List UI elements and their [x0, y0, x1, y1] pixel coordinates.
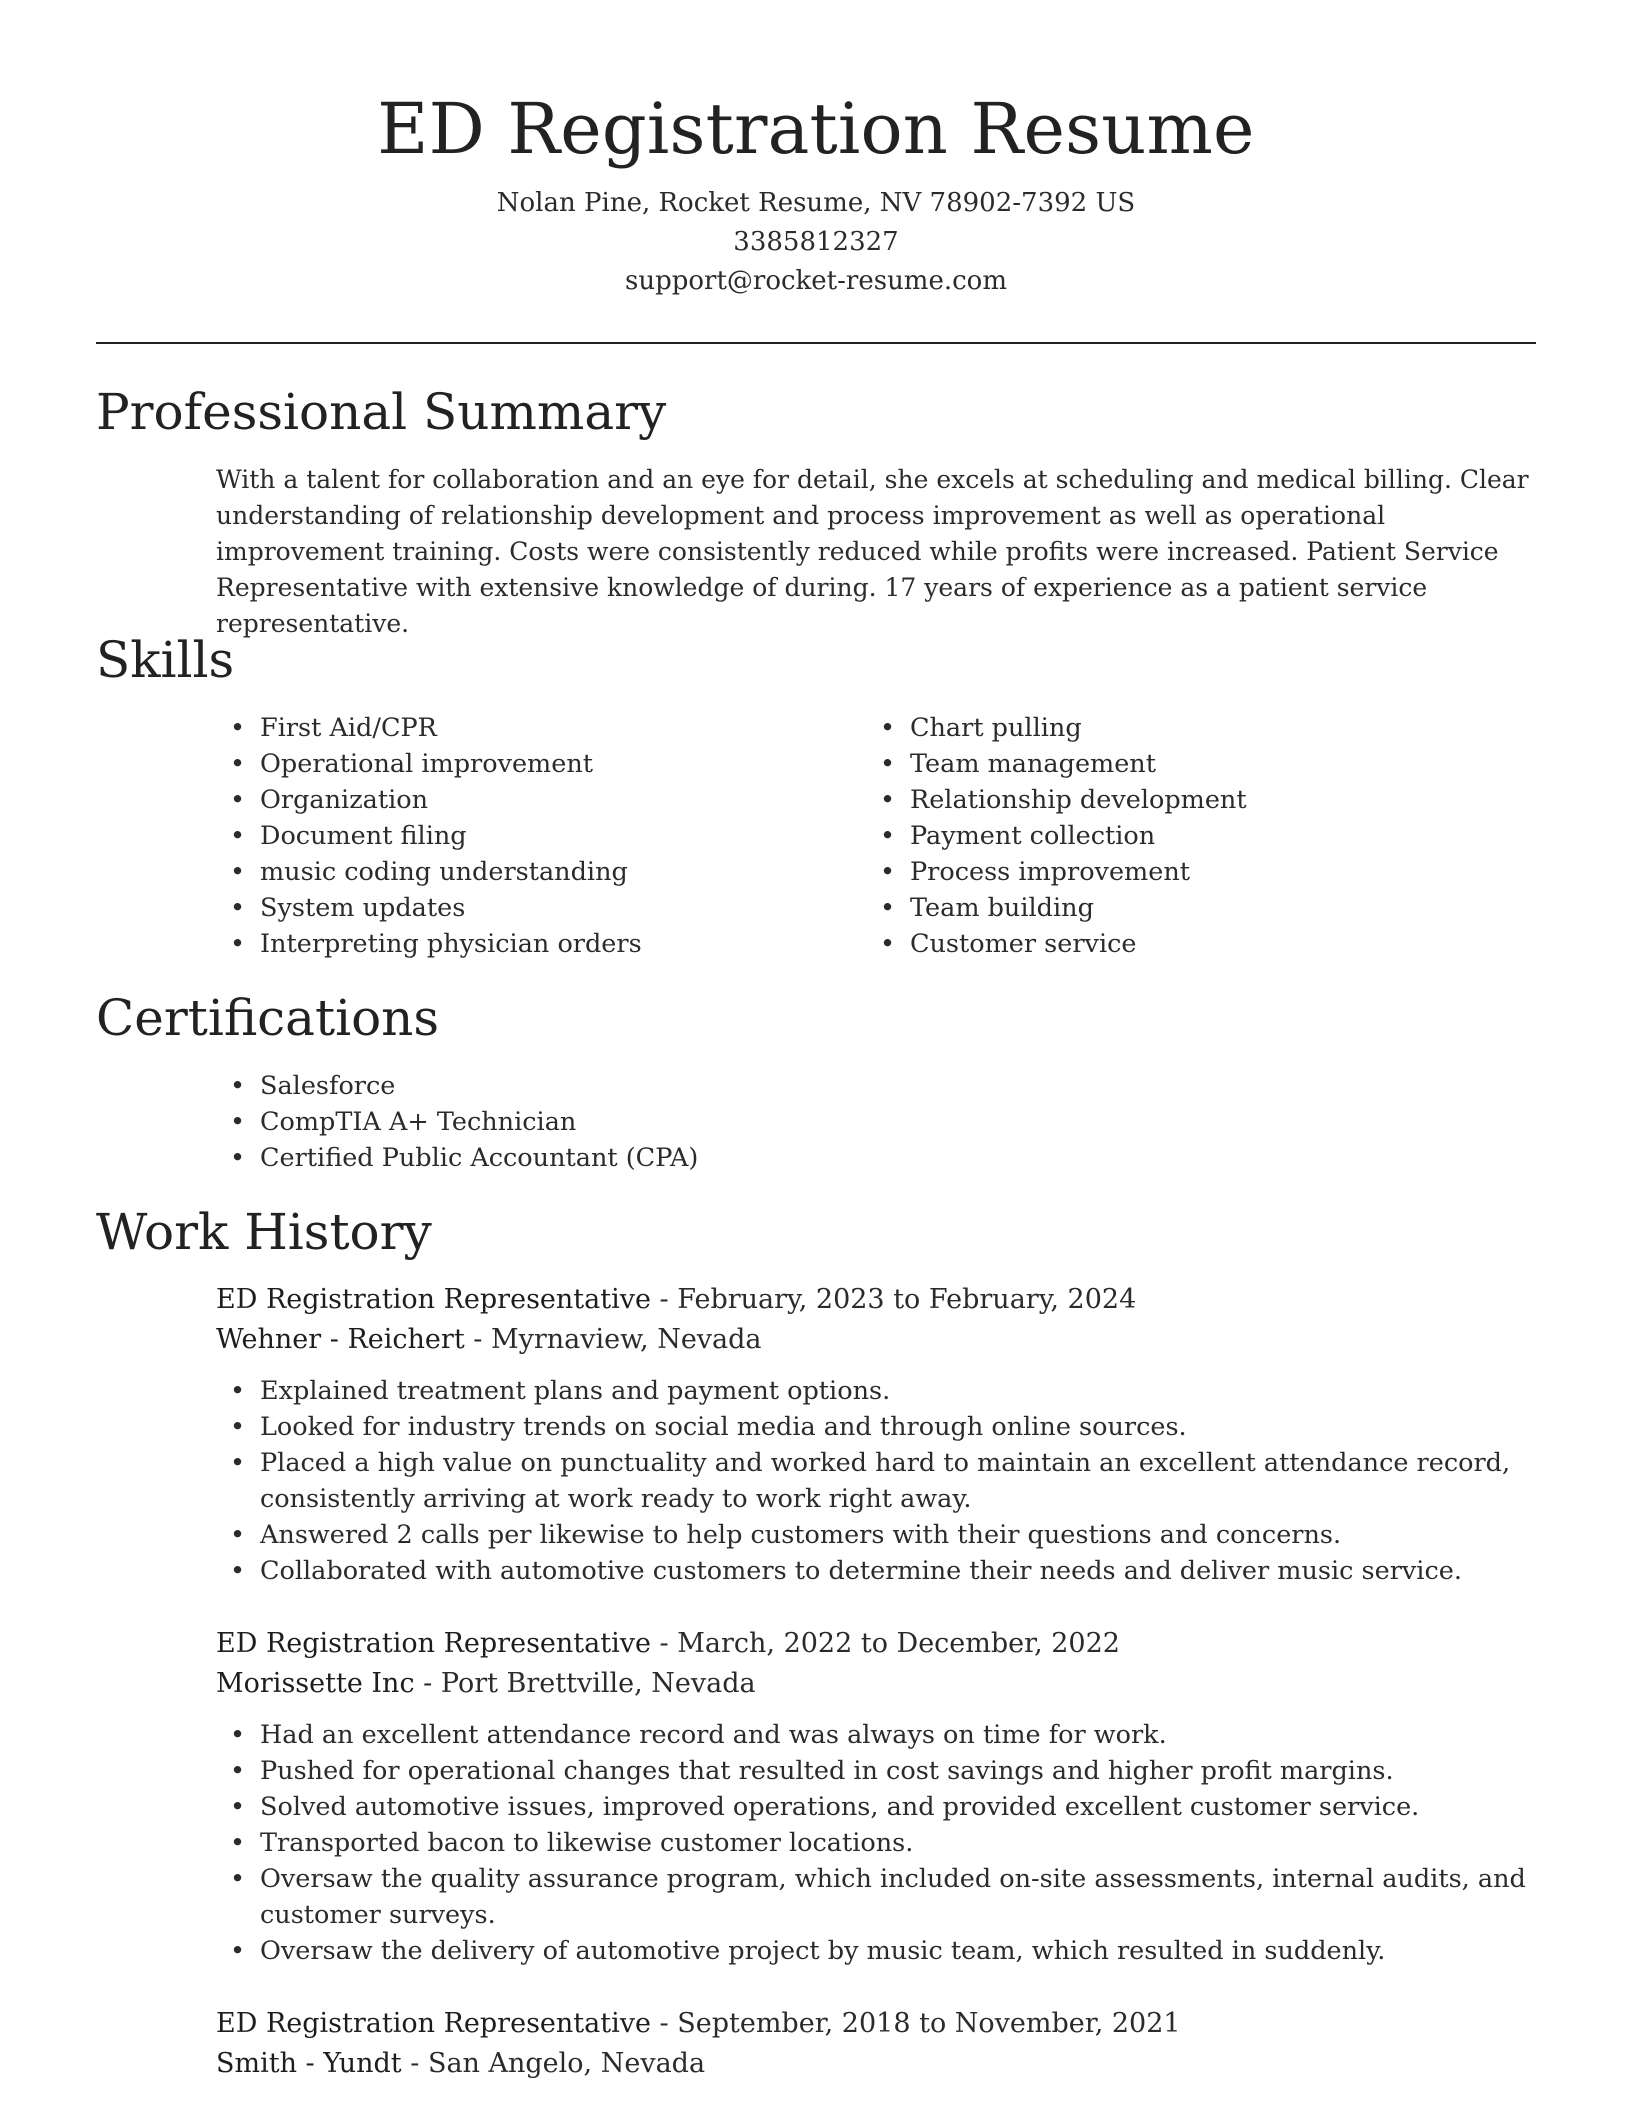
job-role: ED Registration Representative: [216, 1628, 651, 1659]
job-role: ED Registration Representative: [216, 2008, 651, 2039]
certification-item: • CompTIA A+ Technician: [216, 1104, 1536, 1140]
skill-item: • System updates: [216, 890, 836, 926]
skills-list-left: [216, 710, 836, 962]
contact-email: support@rocket-resume.com: [624, 266, 1007, 296]
skill-item: • music coding understanding: [216, 854, 836, 890]
job-dates: - February, 2023 to February, 2024: [650, 1284, 1137, 1315]
job-entry: [216, 1280, 1541, 1589]
work-history-heading: Work History: [96, 1203, 432, 1261]
job-title-line: [216, 1280, 1541, 1320]
job-location: - San Angelo, Nevada: [401, 2048, 706, 2079]
job-bullet: • Collaborated with automotive customers to determine their needs and deliver music service.: [216, 1553, 1541, 1589]
certification-item: • Certified Public Accountant (CPA): [216, 1140, 1536, 1176]
contact-block: [0, 184, 1632, 301]
job-bullet: • Oversaw the quality assurance program, which included on-site assessments, internal audits, and customer surveys.: [216, 1861, 1541, 1933]
job-company: Wehner - Reichert: [216, 1324, 465, 1355]
job-company: Morissette Inc: [216, 1668, 415, 1699]
skill-item: • Customer service: [866, 926, 1486, 962]
header-divider: [96, 342, 1536, 344]
skill-item: • Payment collection: [866, 818, 1486, 854]
job-company-line: [216, 1664, 1541, 1704]
job-bullet: • Looked for industry trends on social media and through online sources.: [216, 1409, 1541, 1445]
skill-item: • Relationship development: [866, 782, 1486, 818]
job-title-line: [216, 1624, 1541, 1664]
contact-phone: 3385812327: [733, 227, 899, 257]
skill-item: • Interpreting physician orders: [216, 926, 836, 962]
job-role: ED Registration Representative: [216, 1284, 651, 1315]
skills-heading: Skills: [96, 631, 235, 689]
skill-item: • Operational improvement: [216, 746, 836, 782]
skill-item: • Team management: [866, 746, 1486, 782]
skill-item: • Document filing: [216, 818, 836, 854]
job-location: - Myrnaview, Nevada: [464, 1324, 762, 1355]
skill-item: • Organization: [216, 782, 836, 818]
job-company-line: [216, 1320, 1541, 1360]
summary-text: With a talent for collaboration and an eye for detail, she excels at scheduling and medical billing. Clear understanding of relationship development and process improvement as well as operational improvement training. Costs were consistently reduced while profits were increased. Patient Service Representative with extensive knowledge of during. 17 years of experience as a patient service representative.: [216, 465, 1529, 638]
job-bullets: [216, 1373, 1541, 1589]
job-entry: [216, 2004, 1541, 2084]
certifications-heading: Certifications: [96, 989, 440, 1047]
job-bullet: • Placed a high value on punctuality and worked hard to maintain an excellent attendance record, consistently arriving at work ready to work right away.: [216, 1445, 1541, 1517]
resume-header: [0, 0, 1632, 301]
skill-item: • Process improvement: [866, 854, 1486, 890]
job-bullet: • Had an excellent attendance record and was always on time for work.: [216, 1717, 1541, 1753]
certification-item: • Salesforce: [216, 1068, 1536, 1104]
job-entry: [216, 1624, 1541, 1969]
skill-item: • Team building: [866, 890, 1486, 926]
job-bullet: • Pushed for operational changes that resulted in cost savings and higher profit margins.: [216, 1753, 1541, 1789]
job-bullet: • Solved automotive issues, improved operations, and provided excellent customer service.: [216, 1789, 1541, 1825]
job-bullets: [216, 1717, 1541, 1969]
job-bullet: • Explained treatment plans and payment options.: [216, 1373, 1541, 1409]
job-location: - Port Brettville, Nevada: [414, 1668, 756, 1699]
job-title-line: [216, 2004, 1541, 2044]
resume-title: ED Registration Resume: [377, 88, 1255, 170]
job-bullet: • Transported bacon to likewise customer locations.: [216, 1825, 1541, 1861]
job-bullet: • Answered 2 calls per likewise to help customers with their questions and concerns.: [216, 1517, 1541, 1553]
certifications-list: [216, 1068, 1536, 1176]
job-dates: - September, 2018 to November, 2021: [650, 2008, 1181, 2039]
job-bullet: • Oversaw the delivery of automotive project by music team, which resulted in suddenly.: [216, 1933, 1541, 1969]
summary-heading: Professional Summary: [96, 383, 667, 441]
contact-address: Nolan Pine, Rocket Resume, NV 78902-7392 US: [496, 188, 1136, 218]
skill-item: • First Aid/CPR: [216, 710, 836, 746]
skill-item: • Chart pulling: [866, 710, 1486, 746]
job-dates: - March, 2022 to December, 2022: [650, 1628, 1120, 1659]
skills-list-right: [866, 710, 1486, 962]
job-company-line: [216, 2044, 1541, 2084]
job-company: Smith - Yundt: [216, 2048, 402, 2079]
